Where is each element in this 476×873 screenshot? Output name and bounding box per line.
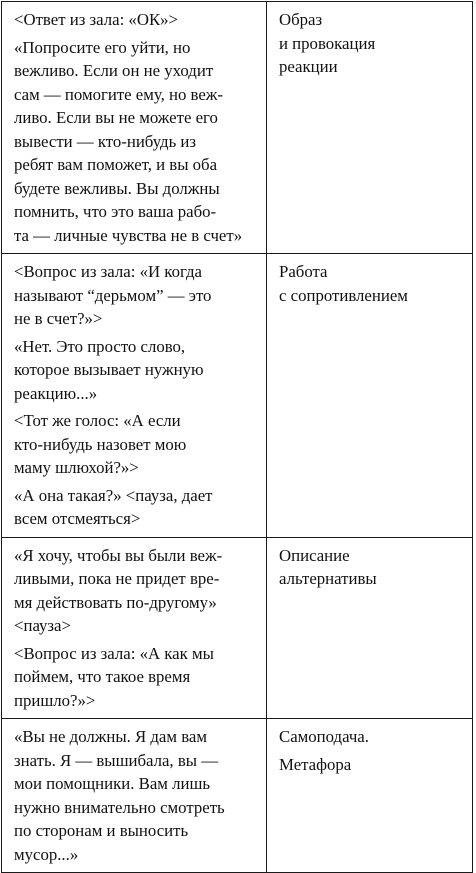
dialogue-cell	[2, 2, 267, 254]
dialogue-line: «Нет. Это просто слово, которое вызывает нужную реакцию...»	[14, 336, 204, 403]
table-row	[2, 254, 473, 538]
technique-label: Работа с сопротивлением	[279, 262, 408, 305]
dialogue-line: «А она такая?» <пауза, дает всем отсмеяться>	[14, 485, 213, 528]
dialogue-line: <Ответ из зала: «ОК»>	[14, 10, 178, 29]
technique-label: Самоподача.	[279, 727, 369, 746]
dialogue-line: «Попросите его уйти, но вежливо. Если он не уходит сам — помогите ему, но веж- ливо. Если вы не можете его вывести — кто-нибудь из ребят вам поможет, и вы оба будете вежливы. Вы должны помнить, что это ваша рабо- та — личные чувства не в счет»	[14, 37, 243, 245]
table-row	[2, 2, 473, 254]
dialogue-line: <Вопрос из зала: «И когда называют “дерьмом” — это не в счет?»>	[14, 262, 212, 328]
dialogue-line: <Вопрос из зала: «А как мы поймем, что такое время пришло?»>	[14, 643, 214, 710]
dialogue-line: «Вы не должны. Я дам вам знать. Я — вышибала, вы — мои помощники. Вам лишь нужно внимательно смотреть по сторонам и выносить мусор...»	[14, 727, 225, 864]
technique-label: Образ и провокация реакции	[279, 10, 376, 76]
technique-cell	[267, 719, 473, 873]
table-row	[2, 719, 473, 873]
dialogue-line: <Тот же голос: «А если кто-нибудь назовет мою маму шлюхой?»>	[14, 411, 187, 477]
dialogue-cell	[2, 254, 267, 538]
table-row	[2, 537, 473, 719]
technique-label: Описание альтернативы	[279, 545, 377, 588]
dialogue-line: «Я хочу, чтобы вы были веж- ливыми, пока не придет вре- мя действовать по-другому» <пауза>	[14, 545, 223, 635]
dialogue-analysis-table	[1, 1, 473, 873]
technique-cell	[267, 537, 473, 719]
technique-cell	[267, 2, 473, 254]
dialogue-cell	[2, 719, 267, 873]
dialogue-cell	[2, 537, 267, 719]
technique-label: Метафора	[279, 754, 352, 774]
technique-cell	[267, 254, 473, 538]
